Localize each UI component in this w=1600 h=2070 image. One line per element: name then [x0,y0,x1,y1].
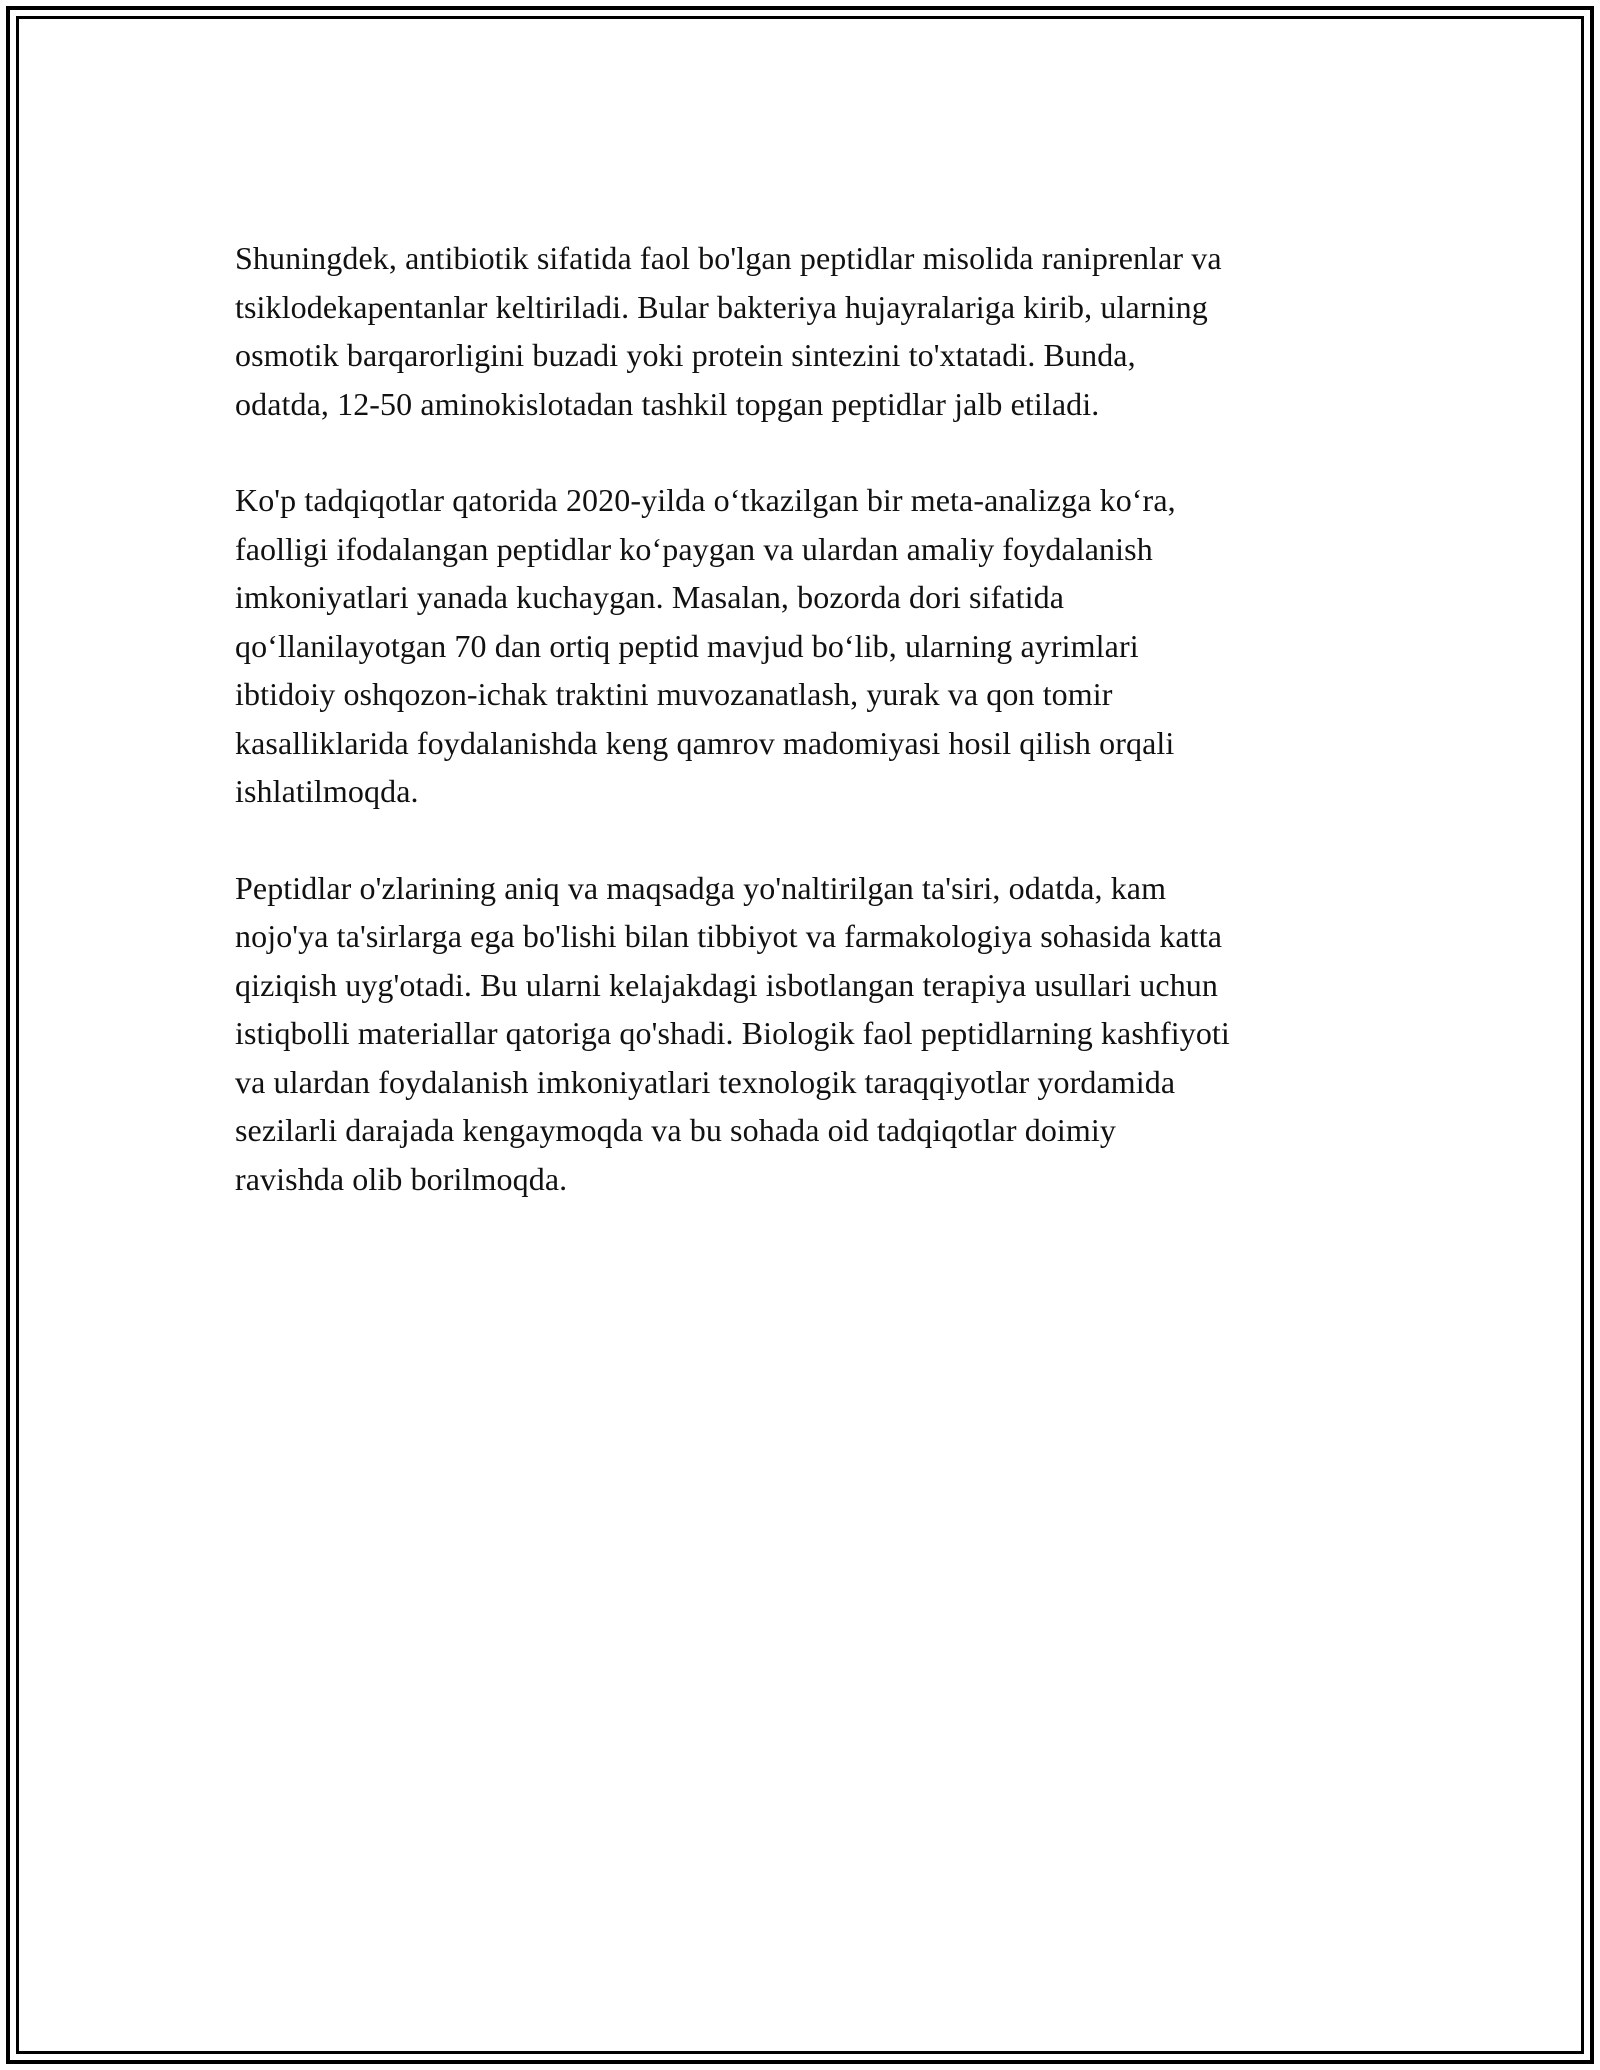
text-line: Shuningdek, antibiotik sifatida faol bo'lgan peptidlar misolida raniprenlar va [235,240,1222,276]
text-line: ibtidoiy oshqozon-ichak traktini muvozanatlash, yurak va qon tomir [235,676,1113,712]
text-line: Ko'p tadqiqotlar qatorida 2020-yilda oʻtkazilgan bir meta-analizga koʻra, [235,482,1176,518]
text-line: istiqbolli materiallar qatoriga qo'shadi. Biologik faol peptidlarning kashfiyoti [235,1015,1230,1051]
paragraph-1 [235,234,1375,428]
text-line: ravishda olib borilmoqda. [235,1160,568,1197]
text-line: va ulardan foydalanish imkoniyatlari texnologik taraqqiyotlar yordamida [235,1063,1176,1100]
paragraph-2 [235,476,1375,816]
text-line: nojo'ya ta'sirlarga ega bo'lishi bilan tibbiyot va farmakologiya sohasida katta [235,918,1223,954]
text-line: qoʻllanilayotgan 70 dan ortiq peptid mavjud boʻlib, ularning ayrimlari [235,627,1139,664]
document-body [235,234,1375,1251]
text-line: sezilarli darajada kengaymoqda va bu sohada oid tadqiqotlar doimiy [235,1112,1116,1148]
paragraph-3 [235,864,1375,1204]
text-line: kasalliklarida foydalanishda keng qamrov madomiyasi hosil qilish orqali [235,724,1175,761]
text-line: odatda, 12-50 aminokislotadan tashkil topgan peptidlar jalb etiladi. [235,385,1100,422]
text-line: faolligi ifodalangan peptidlar koʻpaygan va ulardan amaliy foydalanish [235,530,1153,567]
text-line: qiziqish uyg'otadi. Bu ularni kelajakdagi isbotlangan terapiya usullari uchun [235,966,1219,1003]
text-line: imkoniyatlari yanada kuchaygan. Masalan, bozorda dori sifatida [235,579,1065,615]
text-line: osmotik barqarorligini buzadi yoki protein sintezini to'xtatadi. Bunda, [235,337,1136,373]
text-line: tsiklodekapentanlar keltiriladi. Bular bakteriya hujayralariga kirib, ularning [235,288,1208,325]
text-line: Peptidlar o'zlarining aniq va maqsadga yo'naltirilgan ta'siri, odatda, kam [235,869,1167,906]
text-line: ishlatilmoqda. [235,773,419,809]
